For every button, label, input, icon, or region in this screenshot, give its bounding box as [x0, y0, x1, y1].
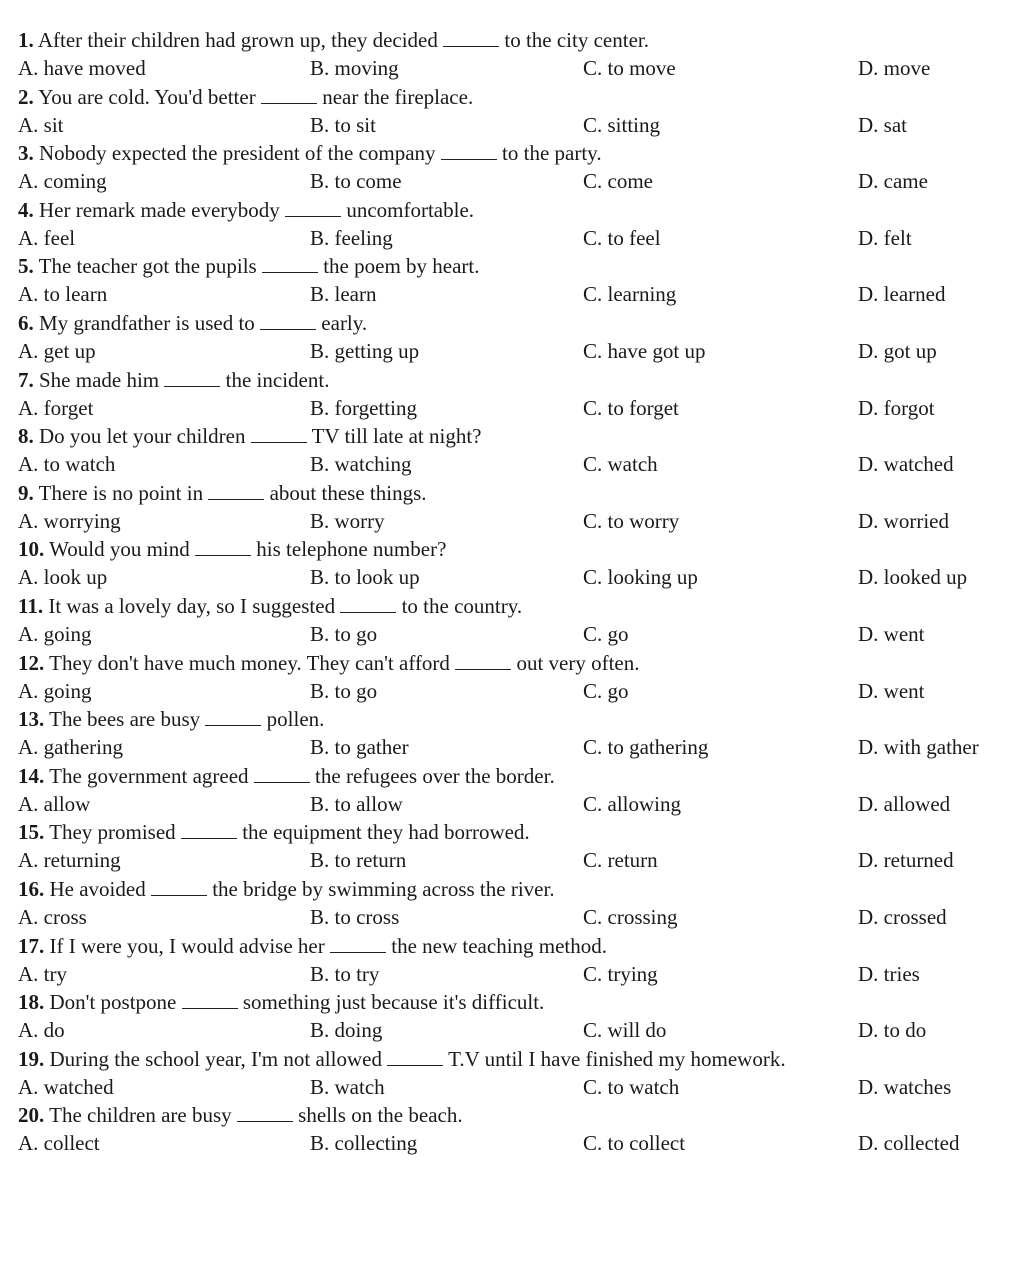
option-a[interactable]: A. have moved	[18, 56, 146, 80]
question-text-after: the new teaching method.	[391, 934, 608, 958]
option-d[interactable]: D. forgot	[858, 396, 935, 420]
question-number: 19.	[18, 1047, 45, 1071]
option-b[interactable]: B. watching	[310, 452, 412, 476]
option-row	[0, 677, 1024, 705]
question-number: 7.	[18, 368, 34, 392]
question-text-after: the bridge by swimming across the river.	[212, 877, 555, 901]
answer-blank	[151, 877, 207, 896]
option-row	[0, 903, 1024, 931]
question-text-before: It was a lovely day, so I suggested	[48, 594, 336, 618]
option-b[interactable]: B. to go	[310, 622, 378, 646]
question-number: 12.	[18, 651, 45, 675]
option-b[interactable]: B. worry	[310, 509, 385, 533]
answer-blank	[195, 537, 251, 556]
question-text-before: She made him	[39, 368, 160, 392]
question-text-before: During the school year, I'm not allowed	[49, 1047, 382, 1071]
option-b[interactable]: B. watch	[310, 1075, 385, 1099]
option-row	[0, 224, 1024, 252]
option-d[interactable]: D. got up	[858, 339, 937, 363]
option-b[interactable]: B. to sit	[310, 113, 376, 137]
option-c[interactable]: C. crossing	[583, 905, 678, 929]
option-d[interactable]: D. came	[858, 169, 928, 193]
option-row	[0, 733, 1024, 761]
answer-blank	[441, 141, 497, 160]
question-number: 11.	[18, 594, 44, 618]
option-c[interactable]: C. learning	[583, 282, 677, 306]
option-c[interactable]: C. watch	[583, 452, 658, 476]
question-item	[0, 705, 1024, 762]
question-item	[0, 932, 1024, 989]
question-text-before: My grandfather is used to	[39, 311, 255, 335]
question-text-after: his telephone number?	[256, 537, 447, 561]
answer-blank	[387, 1047, 443, 1066]
option-c[interactable]: C. to gathering	[583, 735, 709, 759]
question-text-before: Nobody expected the president of the company	[39, 141, 436, 165]
question-item	[0, 252, 1024, 309]
question-item	[0, 875, 1024, 932]
question-text-before: The government agreed	[49, 764, 249, 788]
option-b[interactable]: B. learn	[310, 282, 377, 306]
question-text-after: to the party.	[502, 141, 602, 165]
option-a[interactable]: A. allow	[18, 792, 91, 816]
question-text-after: TV till late at night?	[311, 424, 482, 448]
option-c[interactable]: C. allowing	[583, 792, 681, 816]
question-stem	[18, 479, 427, 507]
question-stem	[18, 252, 480, 280]
option-b[interactable]: B. forgetting	[310, 396, 417, 420]
question-stem	[18, 1045, 786, 1073]
question-item	[0, 83, 1024, 140]
option-a[interactable]: A. look up	[18, 565, 108, 589]
question-item	[0, 1045, 1024, 1102]
option-row	[0, 1073, 1024, 1101]
option-d[interactable]: D. looked up	[858, 565, 968, 589]
question-number: 3.	[18, 141, 34, 165]
answer-blank	[455, 651, 511, 670]
question-number: 13.	[18, 707, 45, 731]
option-c[interactable]: C. go	[583, 622, 629, 646]
question-text-before: He avoided	[49, 877, 146, 901]
option-b[interactable]: B. to gather	[310, 735, 409, 759]
question-text-before: If I were you, I would advise her	[49, 934, 325, 958]
option-b[interactable]: B. doing	[310, 1018, 383, 1042]
question-text-after: pollen.	[266, 707, 325, 731]
question-text-before: The teacher got the pupils	[38, 254, 257, 278]
question-stem	[18, 988, 544, 1016]
answer-blank	[182, 990, 238, 1009]
option-d[interactable]: D. crossed	[858, 905, 947, 929]
option-a[interactable]: A. watched	[18, 1075, 114, 1099]
option-d[interactable]: D. returned	[858, 848, 954, 872]
option-b[interactable]: B. to try	[310, 962, 380, 986]
option-d[interactable]: D. collected	[858, 1131, 960, 1155]
option-c[interactable]: C. will do	[583, 1018, 667, 1042]
option-a[interactable]: A. going	[18, 622, 92, 646]
option-c[interactable]: C. to forget	[583, 396, 679, 420]
question-text-after: the equipment they had borrowed.	[242, 820, 530, 844]
option-c[interactable]: C. to move	[583, 56, 676, 80]
option-d[interactable]: D. to do	[858, 1018, 927, 1042]
option-row	[0, 111, 1024, 139]
answer-blank	[181, 820, 237, 839]
option-b[interactable]: B. collecting	[310, 1131, 418, 1155]
question-text-before: Would you mind	[49, 537, 190, 561]
question-stem	[18, 309, 367, 337]
option-a[interactable]: A. to learn	[18, 282, 108, 306]
option-b[interactable]: B. to come	[310, 169, 402, 193]
option-row	[0, 620, 1024, 648]
option-a[interactable]: A. get up	[18, 339, 96, 363]
option-d[interactable]: D. went	[858, 622, 925, 646]
option-b[interactable]: B. moving	[310, 56, 399, 80]
question-text-before: Do you let your children	[39, 424, 246, 448]
option-c[interactable]: C. return	[583, 848, 658, 872]
question-text-before: The children are busy	[49, 1103, 232, 1127]
question-text-before: Don't postpone	[49, 990, 177, 1014]
option-b[interactable]: B. getting up	[310, 339, 420, 363]
question-number: 17.	[18, 934, 45, 958]
option-row	[0, 846, 1024, 874]
question-text-before: You are cold. You'd better	[38, 85, 256, 109]
option-d[interactable]: D. felt	[858, 226, 912, 250]
option-a[interactable]: A. coming	[18, 169, 107, 193]
answer-blank	[251, 424, 307, 443]
option-d[interactable]: D. went	[858, 679, 925, 703]
question-stem	[18, 422, 482, 450]
answer-blank	[262, 254, 318, 273]
question-text-after: out very often.	[516, 651, 640, 675]
question-text-after: the incident.	[225, 368, 330, 392]
question-stem	[18, 592, 522, 620]
answer-blank	[260, 311, 316, 330]
question-item	[0, 649, 1024, 706]
question-item	[0, 479, 1024, 536]
question-stem	[18, 83, 473, 111]
question-item	[0, 1101, 1024, 1158]
option-c[interactable]: C. to collect	[583, 1131, 686, 1155]
option-b[interactable]: B. to return	[310, 848, 407, 872]
answer-blank	[443, 28, 499, 47]
option-c[interactable]: C. to feel	[583, 226, 661, 250]
option-row	[0, 1129, 1024, 1157]
question-number: 6.	[18, 311, 34, 335]
question-stem	[18, 26, 649, 54]
answer-blank	[285, 198, 341, 217]
question-number: 2.	[18, 85, 34, 109]
question-number: 16.	[18, 877, 45, 901]
option-a[interactable]: A. sit	[18, 113, 64, 137]
answer-blank	[237, 1103, 293, 1122]
question-text-after: T.V until I have finished my homework.	[448, 1047, 786, 1071]
question-item	[0, 366, 1024, 423]
answer-blank	[330, 934, 386, 953]
question-stem	[18, 705, 324, 733]
option-b[interactable]: B. to go	[310, 679, 378, 703]
question-item	[0, 818, 1024, 875]
question-stem	[18, 649, 639, 677]
option-a[interactable]: A. feel	[18, 226, 76, 250]
option-c[interactable]: C. have got up	[583, 339, 706, 363]
option-c[interactable]: C. come	[583, 169, 653, 193]
option-row	[0, 280, 1024, 308]
question-number: 5.	[18, 254, 34, 278]
question-stem	[18, 139, 602, 167]
option-d[interactable]: D. watches	[858, 1075, 952, 1099]
option-a[interactable]: A. do	[18, 1018, 65, 1042]
question-item	[0, 592, 1024, 649]
question-text-after: the refugees over the border.	[315, 764, 555, 788]
question-text-after: shells on the beach.	[298, 1103, 463, 1127]
question-item	[0, 196, 1024, 253]
answer-blank	[261, 85, 317, 104]
option-row	[0, 450, 1024, 478]
question-number: 1.	[18, 28, 34, 52]
option-row	[0, 563, 1024, 591]
option-d[interactable]: D. learned	[858, 282, 946, 306]
question-text-after: to the city center.	[504, 28, 649, 52]
option-d[interactable]: D. allowed	[858, 792, 951, 816]
option-a[interactable]: A. gathering	[18, 735, 123, 759]
question-text-before: Her remark made everybody	[39, 198, 280, 222]
question-item	[0, 988, 1024, 1045]
answer-blank	[205, 707, 261, 726]
question-stem	[18, 1101, 463, 1129]
option-d[interactable]: D. worried	[858, 509, 949, 533]
question-item	[0, 762, 1024, 819]
option-c[interactable]: C. looking up	[583, 565, 698, 589]
question-stem	[18, 762, 555, 790]
option-b[interactable]: B. to allow	[310, 792, 403, 816]
option-row	[0, 1016, 1024, 1044]
option-d[interactable]: D. sat	[858, 113, 907, 137]
option-b[interactable]: B. to look up	[310, 565, 420, 589]
option-d[interactable]: D. watched	[858, 452, 954, 476]
option-c[interactable]: C. trying	[583, 962, 658, 986]
answer-blank	[164, 368, 220, 387]
option-row	[0, 394, 1024, 422]
option-row	[0, 54, 1024, 82]
question-number: 18.	[18, 990, 45, 1014]
option-a[interactable]: A. worrying	[18, 509, 121, 533]
question-number: 20.	[18, 1103, 45, 1127]
question-text-after: about these things.	[269, 481, 427, 505]
question-text-after: early.	[321, 311, 368, 335]
question-text-before: The bees are busy	[49, 707, 201, 731]
option-d[interactable]: D. tries	[858, 962, 920, 986]
question-text-after: the poem by heart.	[323, 254, 480, 278]
question-text-after: to the country.	[401, 594, 523, 618]
question-item	[0, 139, 1024, 196]
question-text-before: There is no point in	[38, 481, 204, 505]
question-text-before: They promised	[49, 820, 176, 844]
option-a[interactable]: A. going	[18, 679, 92, 703]
question-stem	[18, 932, 607, 960]
option-d[interactable]: D. move	[858, 56, 931, 80]
question-stem	[18, 366, 329, 394]
option-row	[0, 507, 1024, 535]
option-c[interactable]: C. to watch	[583, 1075, 680, 1099]
question-number: 9.	[18, 481, 34, 505]
option-b[interactable]: B. feeling	[310, 226, 393, 250]
option-c[interactable]: C. sitting	[583, 113, 661, 137]
option-a[interactable]: A. forget	[18, 396, 94, 420]
question-item	[0, 422, 1024, 479]
question-text-after: something just because it's difficult.	[242, 990, 545, 1014]
option-a[interactable]: A. to watch	[18, 452, 116, 476]
question-text-after: near the fireplace.	[322, 85, 474, 109]
answer-blank	[340, 594, 396, 613]
option-a[interactable]: A. cross	[18, 905, 87, 929]
option-row	[0, 960, 1024, 988]
question-stem	[18, 196, 474, 224]
question-number: 15.	[18, 820, 45, 844]
question-text-before: After their children had grown up, they decided	[37, 28, 438, 52]
option-a[interactable]: A. collect	[18, 1131, 100, 1155]
option-c[interactable]: C. go	[583, 679, 629, 703]
option-c[interactable]: C. to worry	[583, 509, 680, 533]
option-row	[0, 167, 1024, 195]
option-a[interactable]: A. try	[18, 962, 67, 986]
question-text-before: They don't have much money. They can't afford	[49, 651, 450, 675]
question-stem	[18, 818, 530, 846]
question-text-after: uncomfortable.	[346, 198, 475, 222]
question-number: 10.	[18, 537, 45, 561]
answer-blank	[208, 481, 264, 500]
option-row	[0, 790, 1024, 818]
answer-blank	[254, 764, 310, 783]
question-stem	[18, 535, 446, 563]
option-b[interactable]: B. to cross	[310, 905, 400, 929]
question-stem	[18, 875, 555, 903]
question-item	[0, 26, 1024, 83]
question-item	[0, 309, 1024, 366]
option-d[interactable]: D. with gather	[858, 735, 979, 759]
question-number: 8.	[18, 424, 34, 448]
option-row	[0, 337, 1024, 365]
option-a[interactable]: A. returning	[18, 848, 121, 872]
question-number: 4.	[18, 198, 34, 222]
question-number: 14.	[18, 764, 45, 788]
question-item	[0, 535, 1024, 592]
